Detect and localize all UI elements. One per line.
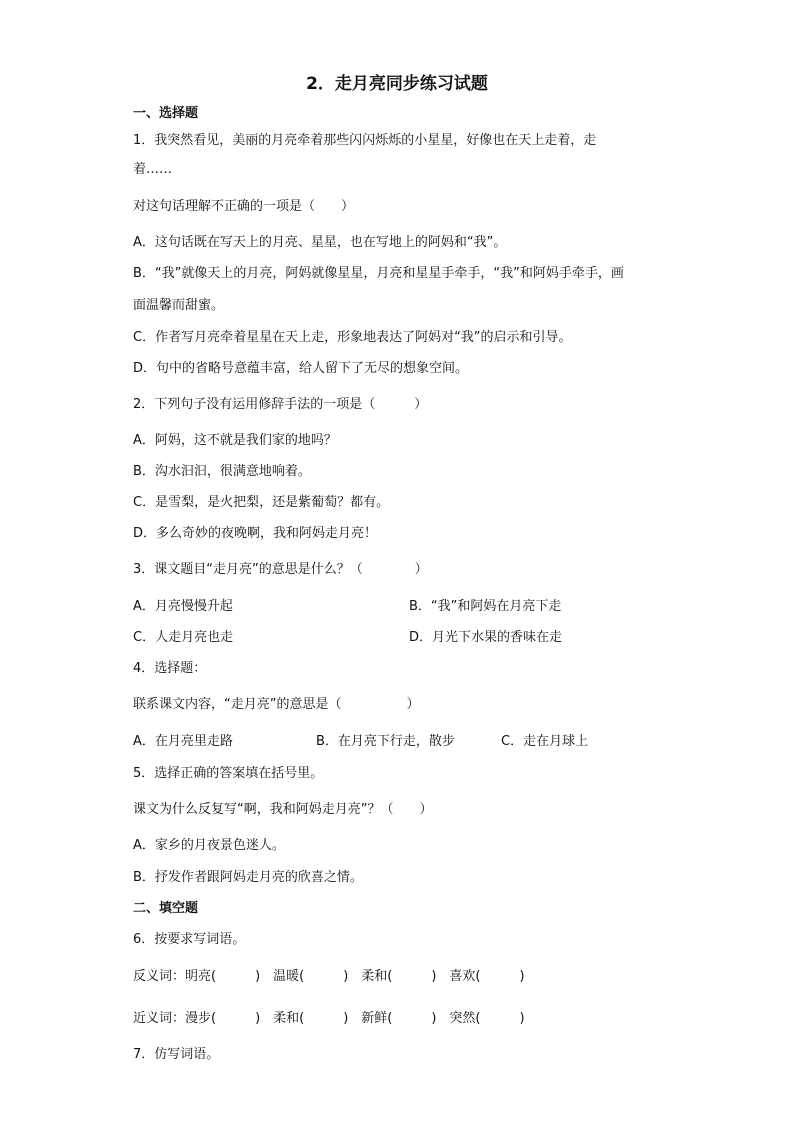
section-heading-choice: 一、选择题: [133, 106, 199, 121]
q6-antonyms: 反义词：明亮( ) 温暖( ) 柔和( ) 喜欢( ): [133, 969, 525, 984]
q3-stem: 3．课文题目“走月亮”的意思是什么？（ ）: [133, 562, 428, 577]
q7-stem: 7．仿写词语。: [133, 1047, 220, 1062]
q5-stem: 5．选择正确的答案填在括号里。: [133, 766, 324, 781]
q5-option-b: B．抒发作者跟阿妈走月亮的欣喜之情。: [133, 870, 363, 885]
q1-option-b-line1: B．“我”就像天上的月亮，阿妈就像星星，月亮和星星手牵手，“我”和阿妈手牵手，画: [133, 266, 624, 281]
q5-prompt: 课文为什么反复写“啊，我和阿妈走月亮”？（ ）: [133, 802, 433, 817]
q2-stem: 2．下列句子没有运用修辞手法的一项是（ ）: [133, 397, 428, 412]
q2-option-b: B．沟水汩汩，很满意地响着。: [133, 464, 311, 479]
q2-option-a: A．阿妈，这不就是我们家的地吗？: [133, 433, 337, 448]
q4-stem: 4．选择题：: [133, 661, 207, 676]
q4-option-c: C．走在月球上: [501, 734, 589, 749]
q2-option-c: C．是雪梨，是火把梨，还是紫葡萄？都有。: [133, 495, 390, 510]
q3-option-d: D．月光下水果的香味在走: [409, 630, 563, 645]
q6-stem: 6．按要求写词语。: [133, 932, 246, 947]
section-heading-fill: 二、填空题: [133, 901, 199, 916]
q4-option-b: B．在月亮下行走，散步: [316, 734, 455, 749]
q5-option-a: A．家乡的月夜景色迷人。: [133, 838, 285, 853]
q3-option-a: A．月亮慢慢升起: [133, 599, 233, 614]
q1-option-d: D．句中的省略号意蕴丰富，给人留下了无尽的想象空间。: [133, 361, 469, 376]
q4-prompt: 联系课文内容，“走月亮”的意思是（ ）: [133, 697, 420, 712]
q4-option-a: A．在月亮里走路: [133, 734, 233, 749]
q1-prompt: 对这句话理解不正确的一项是（ ）: [133, 199, 355, 214]
q3-option-c: C．人走月亮也走: [133, 630, 234, 645]
q1-stem-line1: 1．我突然看见，美丽的月亮牵着那些闪闪烁烁的小星星，好像也在天上走着，走: [133, 133, 597, 148]
q3-option-b: B．“我”和阿妈在月亮下走: [409, 599, 562, 614]
q1-stem-line2: 着……: [133, 162, 173, 177]
q6-synonyms: 近义词：漫步( ) 柔和( ) 新鲜( ) 突然( ): [133, 1011, 525, 1026]
q1-option-b-line2: 面温馨而甜蜜。: [133, 298, 225, 313]
q1-option-a: A．这句话既在写天上的月亮、星星，也在写地上的阿妈和“我”。: [133, 235, 507, 250]
q2-option-d: D．多么奇妙的夜晚啊，我和阿妈走月亮！: [133, 526, 378, 541]
page-title: 2．走月亮同步练习试题: [306, 74, 488, 94]
q1-option-c: C．作者写月亮牵着星星在天上走，形象地表达了阿妈对“我”的启示和引导。: [133, 330, 572, 345]
